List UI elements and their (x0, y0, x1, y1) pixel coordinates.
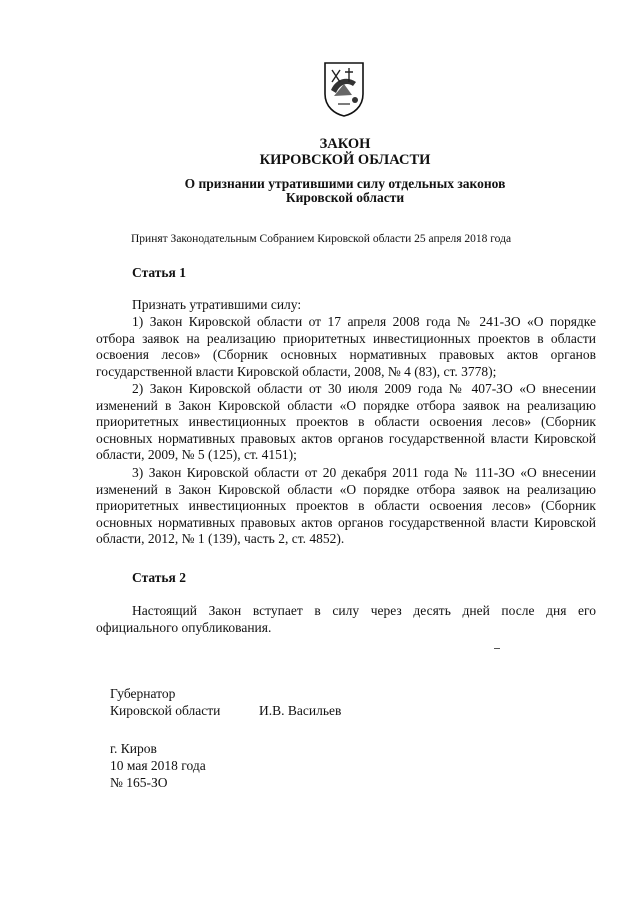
article-2-text: Настоящий Закон вступает в силу через десять дней после дня его официального опубликования. (96, 603, 596, 635)
kirov-coat-of-arms-icon (322, 60, 366, 118)
article-2-heading: Статья 2 (132, 570, 186, 585)
law-title: ЗАКОН (319, 136, 371, 152)
adoption-statement: Принят Законодательным Собранием Кировской области 25 апреля 2018 года (131, 233, 512, 245)
signature-name: И.В. Васильев (259, 703, 342, 718)
signature-position-line-1: Губернатор (110, 686, 176, 701)
signature-position-line-2: Кировской области (110, 703, 221, 718)
footer-date: 10 мая 2018 года (110, 758, 206, 773)
article-1-intro: Признать утратившими силу: (132, 297, 302, 312)
article-1-item-1: 1) Закон Кировской области от 17 апреля 2008 года № 241-ЗО «О порядке отбора заявок на реализацию приоритетных инвестиционных проектов в области освоения лесов» (Сборник основных нормативных правовых актов органов государственной власти Кировской области, 2008, № 4 (83), ст. 3778); (96, 314, 596, 379)
article-1-heading: Статья 1 (132, 265, 186, 280)
article-1-item-3: 3) Закон Кировской области от 20 декабря 2011 года № 111-ЗО «О внесении изменений в Закон Кировской области «О порядке отбора заявок на реализацию приоритетных инвестиционных проектов в области освоения лесов» (Сборник основных нормативных правовых актов органов государственной власти Кировской области, 2012, № 1 (139), часть 2, ст. 4852). (96, 465, 596, 546)
law-subtitle-line-1: О признании утратившими силу отдельных законов (184, 176, 506, 191)
footer-law-number: № 165-ЗО (110, 775, 168, 790)
article-1-item-2: 2) Закон Кировской области от 30 июля 2009 года № 407-ЗО «О внесении изменений в Закон Кировской области «О порядке отбора заявок на реализацию приоритетных инвестиционных проектов в области освоения лесов» (Сборник основных нормативных правовых актов органов государственной власти Кировской области, 2009, № 5 (125), ст. 4151); (96, 381, 596, 462)
scan-mark (494, 648, 500, 649)
footer-city: г. Киров (110, 741, 157, 756)
region-title: КИРОВСКОЙ ОБЛАСТИ (259, 152, 431, 168)
law-subtitle-line-2: Кировской области (285, 190, 405, 205)
